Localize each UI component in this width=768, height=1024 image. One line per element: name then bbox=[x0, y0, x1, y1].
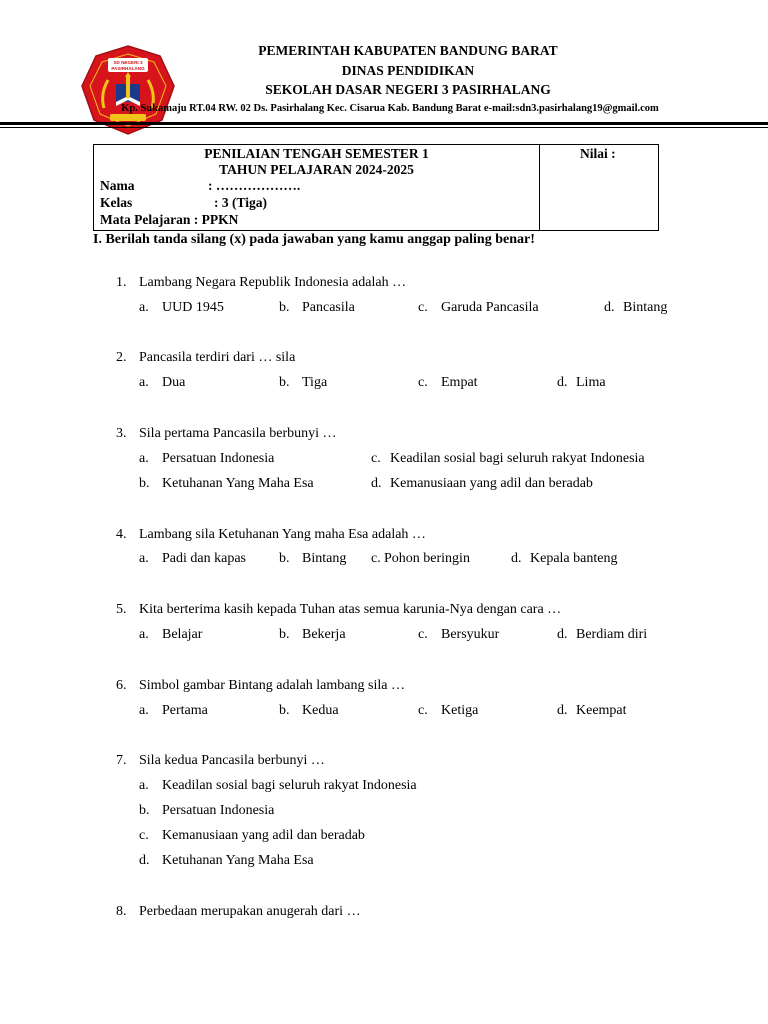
question-number: 6. bbox=[116, 678, 127, 693]
option-d[interactable]: d. Keempat bbox=[557, 703, 627, 718]
question-number: 8. bbox=[116, 904, 127, 919]
name-field[interactable]: : ………………. bbox=[208, 178, 301, 193]
header-rule-thin bbox=[0, 127, 768, 128]
question-number: 1. bbox=[116, 275, 127, 290]
option-a[interactable]: a. Persatuan Indonesia bbox=[139, 451, 275, 466]
school-address: Kp. Sukamaju RT.04 RW. 02 Ds. Pasirhalang Kec. Cisarua Kab. Bandung Barat e-mail:sdn3.pasirhalang19@gmail.com bbox=[121, 103, 659, 114]
option-d[interactable]: d. Ketuhanan Yang Maha Esa bbox=[139, 853, 314, 868]
question-number: 3. bbox=[116, 426, 127, 441]
instruction: I. Berilah tanda silang (x) pada jawaban yang kamu anggap paling benar! bbox=[93, 232, 535, 247]
question-number: 7. bbox=[116, 753, 127, 768]
question-text: Lambang sila Ketuhanan Yang maha Esa adalah … bbox=[139, 527, 426, 542]
question-text: Perbedaan merupakan anugerah dari … bbox=[139, 904, 361, 919]
box-divider bbox=[539, 145, 540, 230]
logo-text-bottom: PASIRHALANG bbox=[111, 66, 145, 71]
option-c[interactable]: c. Bersyukur bbox=[418, 627, 500, 642]
exam-info-box bbox=[93, 144, 659, 231]
question-text: Kita berterima kasih kepada Tuhan atas semua karunia-Nya dengan cara … bbox=[139, 602, 562, 617]
option-b[interactable]: b. Bekerja bbox=[279, 627, 346, 642]
option-b[interactable]: b. Tiga bbox=[279, 375, 328, 390]
question-number: 4. bbox=[116, 527, 127, 542]
class-label: Kelas bbox=[100, 195, 133, 210]
question-number: 2. bbox=[116, 350, 127, 365]
option-c[interactable]: c. Garuda Pancasila bbox=[418, 300, 539, 315]
header-line-1: PEMERINTAH KABUPATEN BANDUNG BARAT bbox=[258, 43, 558, 58]
option-b[interactable]: b. Persatuan Indonesia bbox=[139, 803, 275, 818]
score-label: Nilai : bbox=[580, 146, 616, 161]
option-c[interactable]: c. Ketiga bbox=[418, 703, 479, 718]
exam-year: TAHUN PELAJARAN 2024-2025 bbox=[219, 162, 414, 177]
option-a[interactable]: a. Keadilan sosial bagi seluruh rakyat Indonesia bbox=[139, 778, 417, 793]
option-d[interactable]: d. Kepala banteng bbox=[511, 551, 618, 566]
header-line-3: SEKOLAH DASAR NEGERI 3 PASIRHALANG bbox=[265, 82, 551, 97]
option-d[interactable]: d. Lima bbox=[557, 375, 606, 390]
option-c[interactable]: c. Keadilan sosial bagi seluruh rakyat Indonesia bbox=[371, 451, 645, 466]
option-a[interactable]: a. UUD 1945 bbox=[139, 300, 224, 315]
question-text: Sila kedua Pancasila berbunyi … bbox=[139, 753, 325, 768]
option-b[interactable]: b. Bintang bbox=[279, 551, 347, 566]
exam-title: PENILAIAN TENGAH SEMESTER 1 bbox=[204, 146, 429, 161]
question-text: Sila pertama Pancasila berbunyi … bbox=[139, 426, 337, 441]
header-line-2: DINAS PENDIDIKAN bbox=[341, 63, 475, 78]
option-a[interactable]: a. Padi dan kapas bbox=[139, 551, 246, 566]
option-a[interactable]: a. Pertama bbox=[139, 703, 208, 718]
option-c[interactable]: c. Kemanusiaan yang adil dan beradab bbox=[139, 828, 365, 843]
subject-value: : PPKN bbox=[193, 212, 239, 227]
name-label: Nama bbox=[100, 178, 135, 193]
question-text: Simbol gambar Bintang adalah lambang sila … bbox=[139, 678, 405, 693]
option-a[interactable]: a. Dua bbox=[139, 375, 186, 390]
question-text: Lambang Negara Republik Indonesia adalah … bbox=[139, 275, 407, 290]
logo-text-top: SD NEGERI 3 bbox=[113, 60, 143, 65]
subject-label: Mata Pelajaran bbox=[100, 212, 191, 227]
option-b[interactable]: b. Kedua bbox=[279, 703, 339, 718]
option-d[interactable]: d. Berdiam diri bbox=[557, 627, 648, 642]
question-text: Pancasila terdiri dari … sila bbox=[139, 350, 296, 365]
option-a[interactable]: a. Belajar bbox=[139, 627, 203, 642]
option-d[interactable]: d. Kemanusiaan yang adil dan beradab bbox=[371, 476, 593, 491]
option-b[interactable]: b. Ketuhanan Yang Maha Esa bbox=[139, 476, 314, 491]
header-rule-thick bbox=[0, 122, 768, 125]
option-d[interactable]: d. Bintang bbox=[604, 300, 668, 315]
option-b[interactable]: b. Pancasila bbox=[279, 300, 355, 315]
class-value: : 3 (Tiga) bbox=[214, 195, 267, 210]
question-number: 5. bbox=[116, 602, 127, 617]
option-c[interactable]: c. Empat bbox=[418, 375, 478, 390]
option-c[interactable]: c. Pohon beringin bbox=[371, 551, 470, 566]
